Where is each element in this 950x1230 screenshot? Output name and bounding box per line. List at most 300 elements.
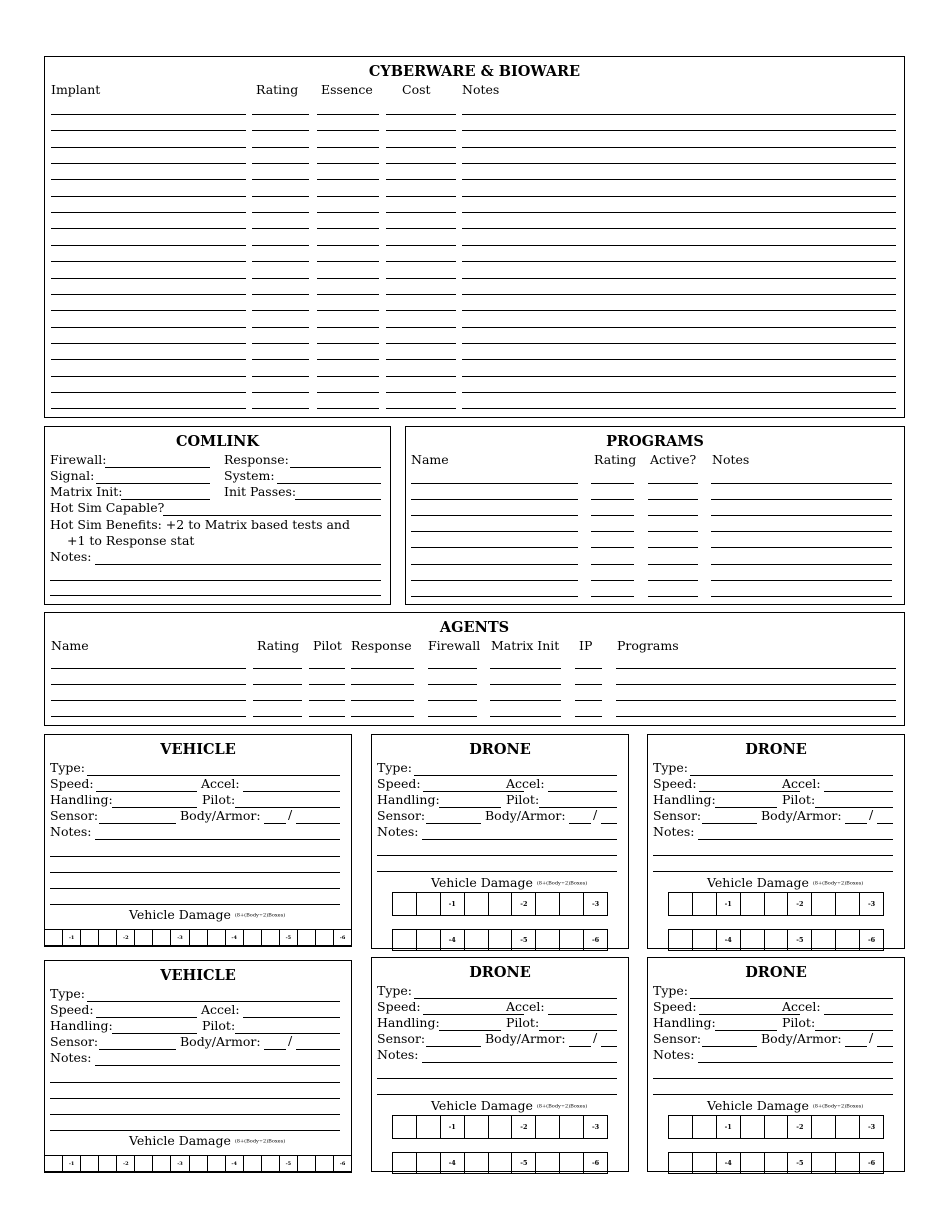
body-field[interactable] [845,1046,867,1047]
agents-row-line[interactable] [51,700,246,701]
cyberware-row-line[interactable] [386,327,456,328]
armor-field[interactable] [601,1046,617,1047]
cyberware-row-line[interactable] [317,130,379,131]
cyberware-row-line[interactable] [252,327,309,328]
notes-field[interactable] [698,839,893,840]
sensor-field[interactable] [99,823,176,824]
damage-box[interactable]: -4 [440,1153,464,1173]
damage-box[interactable]: -5 [511,930,535,950]
cyberware-row-line[interactable] [51,196,246,197]
cyberware-row-line[interactable] [386,392,456,393]
damage-box[interactable] [764,930,788,950]
damage-box[interactable] [811,1116,835,1138]
sensor-field[interactable] [426,1046,481,1047]
cyberware-row-line[interactable] [317,310,379,311]
damage-box[interactable]: -5 [511,1153,535,1173]
programs-row-line[interactable] [591,483,634,484]
programs-row-line[interactable] [711,483,892,484]
cyberware-row-line[interactable] [386,278,456,279]
damage-box[interactable] [261,1156,279,1171]
programs-row-line[interactable] [711,564,892,565]
notes-line[interactable] [50,856,340,857]
programs-row-line[interactable] [648,580,698,581]
cyberware-row-line[interactable] [51,261,246,262]
programs-row-line[interactable] [591,564,634,565]
damage-box[interactable] [152,1156,170,1171]
cyberware-row-line[interactable] [386,163,456,164]
cyberware-row-line[interactable] [317,196,379,197]
damage-box[interactable] [80,930,98,945]
response-field[interactable] [290,467,381,468]
damage-box[interactable]: -6 [583,930,607,950]
damage-box[interactable] [416,1153,440,1173]
programs-row-line[interactable] [648,483,698,484]
agents-row-line[interactable] [490,668,561,669]
damage-box[interactable] [45,1156,62,1171]
agents-row-line[interactable] [575,716,602,717]
agents-row-line[interactable] [309,684,345,685]
damage-box[interactable] [243,1156,261,1171]
cyberware-row-line[interactable] [462,310,896,311]
cyberware-row-line[interactable] [51,343,246,344]
armor-field[interactable] [877,823,893,824]
agents-row-line[interactable] [428,716,477,717]
cyberware-row-line[interactable] [252,130,309,131]
notes-line[interactable] [377,871,617,872]
programs-row-line[interactable] [591,547,634,548]
agents-row-line[interactable] [51,716,246,717]
damage-box[interactable]: -5 [279,930,297,945]
damage-box[interactable] [692,1116,716,1138]
cyberware-row-line[interactable] [317,359,379,360]
cyberware-row-line[interactable] [462,392,896,393]
damage-box[interactable] [535,930,559,950]
programs-row-line[interactable] [411,596,578,597]
sensor-field[interactable] [702,1046,757,1047]
damage-box[interactable] [134,1156,152,1171]
damage-box[interactable]: -4 [225,1156,243,1171]
damage-box[interactable]: -2 [116,1156,134,1171]
programs-row-line[interactable] [648,596,698,597]
cyberware-row-line[interactable] [462,179,896,180]
cyberware-row-line[interactable] [252,310,309,311]
body-field[interactable] [845,823,867,824]
damage-box[interactable]: -6 [583,1153,607,1173]
damage-box[interactable] [811,930,835,950]
accel-field[interactable] [243,791,340,792]
damage-box[interactable]: -6 [859,1153,883,1173]
damage-box[interactable] [416,1116,440,1138]
cyberware-row-line[interactable] [317,114,379,115]
cyberware-row-line[interactable] [386,310,456,311]
cyberware-row-line[interactable] [51,294,246,295]
comlink-notes-line[interactable] [50,580,381,581]
cyberware-row-line[interactable] [317,294,379,295]
damage-box[interactable]: -3 [170,930,188,945]
cyberware-row-line[interactable] [51,310,246,311]
damage-box[interactable] [261,930,279,945]
cyberware-row-line[interactable] [252,163,309,164]
programs-row-line[interactable] [591,580,634,581]
cyberware-row-line[interactable] [252,228,309,229]
notes-field[interactable] [698,1062,893,1063]
cyberware-row-line[interactable] [386,359,456,360]
programs-row-line[interactable] [711,596,892,597]
damage-box[interactable] [488,1116,512,1138]
agents-row-line[interactable] [616,700,896,701]
damage-box[interactable] [488,930,512,950]
damage-box[interactable]: -2 [787,1116,811,1138]
damage-box[interactable]: -1 [440,893,464,915]
cyberware-row-line[interactable] [252,245,309,246]
damage-box[interactable]: -5 [279,1156,297,1171]
damage-box[interactable]: -4 [716,930,740,950]
accel-field[interactable] [243,1017,340,1018]
cyberware-row-line[interactable] [462,261,896,262]
cyberware-row-line[interactable] [462,359,896,360]
damage-box[interactable] [669,893,692,915]
cyberware-row-line[interactable] [317,327,379,328]
damage-box[interactable] [535,1153,559,1173]
programs-row-line[interactable] [411,531,578,532]
damage-box[interactable] [692,893,716,915]
body-field[interactable] [569,823,591,824]
cyberware-row-line[interactable] [462,147,896,148]
damage-box[interactable] [559,1116,583,1138]
cyberware-row-line[interactable] [462,228,896,229]
cyberware-row-line[interactable] [252,114,309,115]
notes-line[interactable] [50,1098,340,1099]
damage-box[interactable] [45,930,62,945]
damage-box[interactable] [98,1156,116,1171]
init-passes-field[interactable] [295,499,381,500]
cyberware-row-line[interactable] [386,114,456,115]
cyberware-row-line[interactable] [317,376,379,377]
notes-line[interactable] [653,1078,893,1079]
agents-row-line[interactable] [309,668,345,669]
damage-box[interactable] [416,893,440,915]
cyberware-row-line[interactable] [252,278,309,279]
damage-box[interactable] [393,1116,416,1138]
damage-box[interactable]: -3 [170,1156,188,1171]
agents-row-line[interactable] [309,700,345,701]
programs-row-line[interactable] [648,531,698,532]
damage-box[interactable] [669,930,692,950]
cyberware-row-line[interactable] [252,376,309,377]
armor-field[interactable] [296,1049,340,1050]
damage-box[interactable] [315,1156,333,1171]
notes-field[interactable] [95,839,340,840]
agents-row-line[interactable] [575,668,602,669]
cyberware-row-line[interactable] [386,196,456,197]
agents-row-line[interactable] [575,684,602,685]
cyberware-row-line[interactable] [252,196,309,197]
cyberware-row-line[interactable] [317,212,379,213]
body-field[interactable] [264,823,286,824]
damage-box[interactable] [98,930,116,945]
damage-box[interactable] [80,1156,98,1171]
accel-field[interactable] [548,791,617,792]
cyberware-row-line[interactable] [252,179,309,180]
damage-box[interactable] [669,1116,692,1138]
agents-row-line[interactable] [575,700,602,701]
notes-line[interactable] [653,1094,893,1095]
notes-line[interactable] [377,1094,617,1095]
cyberware-row-line[interactable] [317,408,379,409]
damage-box[interactable]: -1 [62,930,80,945]
programs-row-line[interactable] [711,515,892,516]
cyberware-row-line[interactable] [51,228,246,229]
cyberware-row-line[interactable] [462,343,896,344]
damage-box[interactable]: -6 [859,930,883,950]
cyberware-row-line[interactable] [462,196,896,197]
damage-box[interactable] [416,930,440,950]
cyberware-row-line[interactable] [252,359,309,360]
programs-row-line[interactable] [411,483,578,484]
notes-line[interactable] [50,888,340,889]
cyberware-row-line[interactable] [317,147,379,148]
accel-field[interactable] [824,1014,893,1015]
cyberware-row-line[interactable] [386,212,456,213]
programs-row-line[interactable] [411,547,578,548]
damage-box[interactable] [764,893,788,915]
agents-row-line[interactable] [351,668,414,669]
notes-line[interactable] [50,1082,340,1083]
cyberware-row-line[interactable] [51,278,246,279]
agents-row-line[interactable] [51,668,246,669]
cyberware-row-line[interactable] [386,376,456,377]
damage-box[interactable] [393,893,416,915]
programs-row-line[interactable] [711,580,892,581]
damage-box[interactable] [488,893,512,915]
cyberware-row-line[interactable] [51,408,246,409]
damage-box[interactable] [764,1153,788,1173]
cyberware-row-line[interactable] [51,245,246,246]
sensor-field[interactable] [426,823,481,824]
programs-row-line[interactable] [411,564,578,565]
damage-box[interactable]: -1 [62,1156,80,1171]
armor-field[interactable] [601,823,617,824]
cyberware-row-line[interactable] [317,392,379,393]
cyberware-row-line[interactable] [51,392,246,393]
damage-box[interactable]: -3 [859,1116,883,1138]
cyberware-row-line[interactable] [317,343,379,344]
agents-row-line[interactable] [490,716,561,717]
damage-box[interactable] [189,1156,207,1171]
damage-box[interactable]: -2 [511,893,535,915]
damage-box[interactable] [740,930,764,950]
damage-box[interactable]: -4 [716,1153,740,1173]
cyberware-row-line[interactable] [252,408,309,409]
damage-box[interactable]: -3 [583,1116,607,1138]
damage-box[interactable]: -2 [511,1116,535,1138]
damage-box[interactable] [134,930,152,945]
damage-box[interactable] [315,930,333,945]
armor-field[interactable] [296,823,340,824]
cyberware-row-line[interactable] [462,163,896,164]
cyberware-row-line[interactable] [51,327,246,328]
cyberware-row-line[interactable] [462,245,896,246]
damage-box[interactable]: -5 [787,930,811,950]
agents-row-line[interactable] [490,684,561,685]
cyberware-row-line[interactable] [317,261,379,262]
cyberware-row-line[interactable] [51,130,246,131]
cyberware-row-line[interactable] [252,261,309,262]
damage-box[interactable] [835,893,859,915]
programs-row-line[interactable] [648,515,698,516]
cyberware-row-line[interactable] [386,343,456,344]
cyberware-row-line[interactable] [386,147,456,148]
programs-row-line[interactable] [591,515,634,516]
cyberware-row-line[interactable] [252,212,309,213]
notes-line[interactable] [377,855,617,856]
accel-field[interactable] [548,1014,617,1015]
programs-row-line[interactable] [591,499,634,500]
damage-box[interactable]: -2 [116,930,134,945]
notes-line[interactable] [50,1130,340,1131]
notes-line[interactable] [377,1078,617,1079]
programs-row-line[interactable] [411,515,578,516]
programs-row-line[interactable] [591,596,634,597]
damage-box[interactable] [152,930,170,945]
damage-box[interactable] [764,1116,788,1138]
damage-box[interactable] [835,930,859,950]
notes-line[interactable] [653,871,893,872]
programs-row-line[interactable] [591,531,634,532]
cyberware-row-line[interactable] [51,179,246,180]
damage-box[interactable]: -1 [716,1116,740,1138]
damage-box[interactable] [835,1116,859,1138]
damage-box[interactable] [464,930,488,950]
damage-box[interactable] [692,930,716,950]
damage-box[interactable] [669,1153,692,1173]
cyberware-row-line[interactable] [51,163,246,164]
damage-box[interactable] [464,893,488,915]
comlink-notes-line[interactable] [50,595,381,596]
agents-row-line[interactable] [490,700,561,701]
cyberware-row-line[interactable] [386,179,456,180]
agents-row-line[interactable] [351,700,414,701]
agents-row-line[interactable] [51,684,246,685]
damage-box[interactable] [811,1153,835,1173]
damage-box[interactable] [835,1153,859,1173]
cyberware-row-line[interactable] [317,179,379,180]
cyberware-row-line[interactable] [317,245,379,246]
programs-row-line[interactable] [411,499,578,500]
agents-row-line[interactable] [309,716,345,717]
agents-row-line[interactable] [253,716,302,717]
notes-line[interactable] [50,872,340,873]
sensor-field[interactable] [99,1049,176,1050]
damage-box[interactable] [559,930,583,950]
cyberware-row-line[interactable] [462,278,896,279]
agents-row-line[interactable] [616,668,896,669]
cyberware-row-line[interactable] [386,261,456,262]
damage-box[interactable]: -3 [859,893,883,915]
damage-box[interactable] [393,1153,416,1173]
damage-box[interactable] [740,893,764,915]
cyberware-row-line[interactable] [462,408,896,409]
damage-box[interactable] [488,1153,512,1173]
notes-line[interactable] [653,855,893,856]
damage-box[interactable]: -6 [333,1156,351,1171]
notes-field[interactable] [422,839,617,840]
damage-box[interactable] [559,1153,583,1173]
sensor-field[interactable] [702,823,757,824]
damage-box[interactable]: -6 [333,930,351,945]
cyberware-row-line[interactable] [386,130,456,131]
damage-box[interactable] [692,1153,716,1173]
cyberware-row-line[interactable] [386,408,456,409]
cyberware-row-line[interactable] [317,163,379,164]
damage-box[interactable] [740,1153,764,1173]
notes-line[interactable] [50,904,340,905]
cyberware-row-line[interactable] [252,392,309,393]
cyberware-row-line[interactable] [462,327,896,328]
programs-row-line[interactable] [711,531,892,532]
damage-box[interactable] [464,1153,488,1173]
damage-box[interactable] [189,930,207,945]
programs-row-line[interactable] [711,499,892,500]
firewall-field[interactable] [105,467,210,468]
damage-box[interactable] [297,1156,315,1171]
agents-row-line[interactable] [428,700,477,701]
hot-sim-capable-field[interactable] [163,515,381,516]
armor-field[interactable] [877,1046,893,1047]
programs-row-line[interactable] [411,580,578,581]
notes-field[interactable] [95,1065,340,1066]
programs-row-line[interactable] [648,547,698,548]
body-field[interactable] [569,1046,591,1047]
cyberware-row-line[interactable] [386,245,456,246]
cyberware-row-line[interactable] [51,114,246,115]
cyberware-row-line[interactable] [51,147,246,148]
damage-box[interactable]: -5 [787,1153,811,1173]
damage-box[interactable] [243,930,261,945]
damage-box[interactable] [559,893,583,915]
notes-field[interactable] [422,1062,617,1063]
damage-box[interactable] [297,930,315,945]
cyberware-row-line[interactable] [462,294,896,295]
damage-box[interactable] [207,1156,225,1171]
damage-box[interactable] [535,1116,559,1138]
damage-box[interactable]: -1 [440,1116,464,1138]
programs-row-line[interactable] [648,499,698,500]
damage-box[interactable] [464,1116,488,1138]
agents-row-line[interactable] [428,668,477,669]
damage-box[interactable] [535,893,559,915]
cyberware-row-line[interactable] [51,376,246,377]
comlink-notes-field[interactable] [95,564,381,565]
cyberware-row-line[interactable] [317,278,379,279]
programs-row-line[interactable] [711,547,892,548]
cyberware-row-line[interactable] [462,130,896,131]
agents-row-line[interactable] [428,684,477,685]
cyberware-row-line[interactable] [462,376,896,377]
damage-box[interactable] [393,930,416,950]
agents-row-line[interactable] [253,684,302,685]
damage-box[interactable] [207,930,225,945]
cyberware-row-line[interactable] [51,359,246,360]
damage-box[interactable]: -1 [716,893,740,915]
cyberware-row-line[interactable] [462,114,896,115]
cyberware-row-line[interactable] [252,147,309,148]
programs-row-line[interactable] [648,564,698,565]
accel-field[interactable] [824,791,893,792]
cyberware-row-line[interactable] [252,343,309,344]
cyberware-row-line[interactable] [386,228,456,229]
cyberware-row-line[interactable] [252,294,309,295]
